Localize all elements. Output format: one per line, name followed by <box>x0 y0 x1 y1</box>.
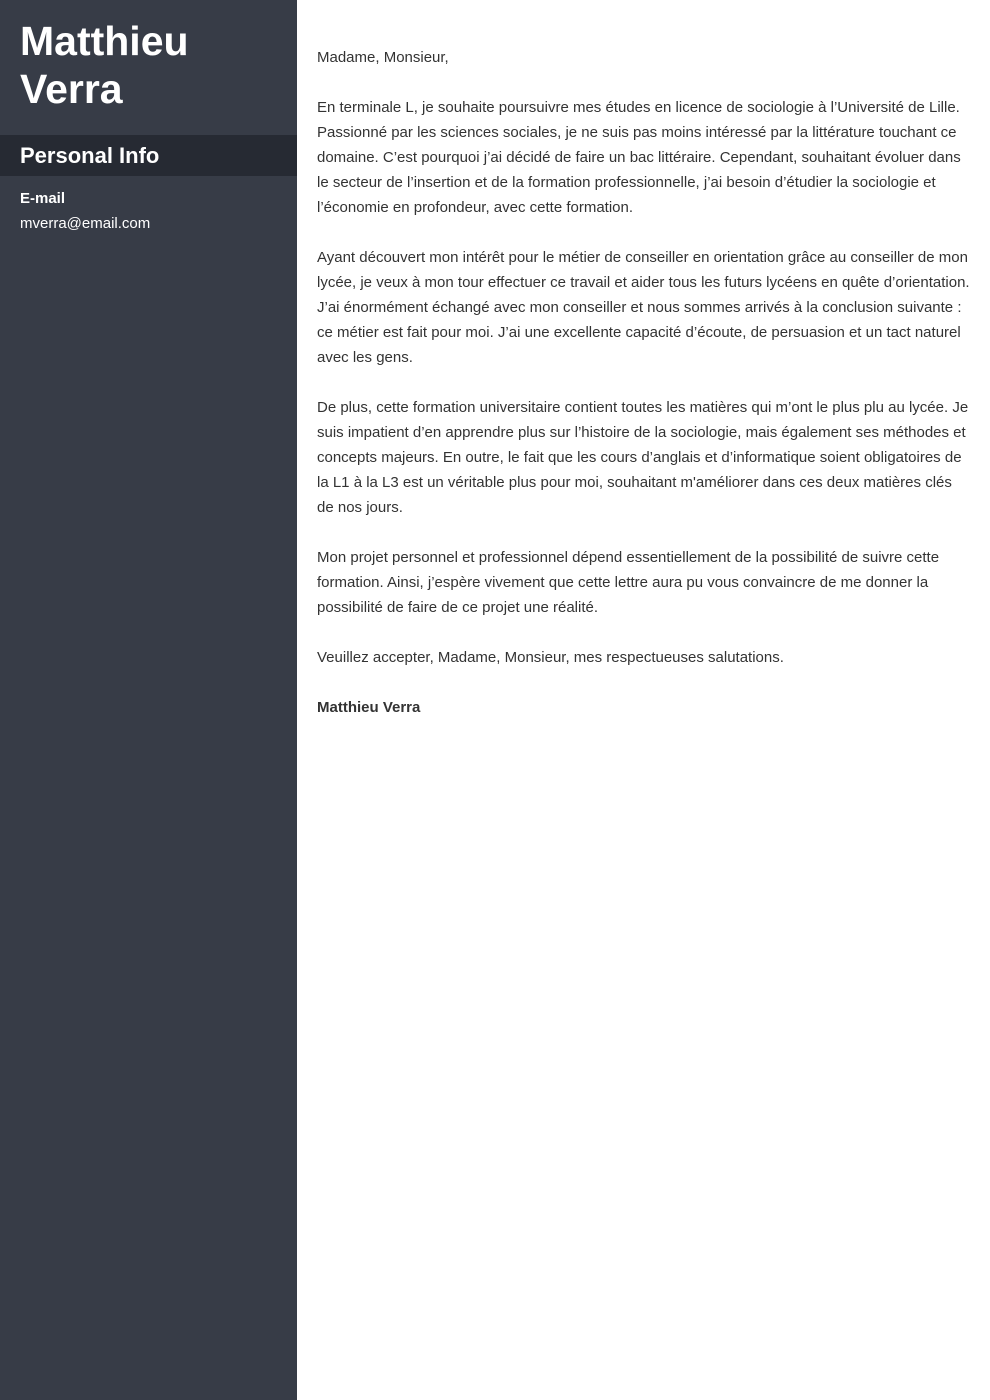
letter-greeting: Madame, Monsieur, <box>317 49 449 66</box>
letter-paragraph: Mon projet personnel et professionnel dépend essentiellement de la possibilité de suivre cette formation. Ainsi, j’espère vivement que cette lettre aura pu vous convaincre de me donner la possibilité de faire de ce projet une réalité. <box>317 549 940 616</box>
letter-paragraph: En terminale L, je souhaite poursuivre mes études en licence de sociologie à l’Université de Lille. Passionné par les sciences sociales, je ne suis pas moins intéressé par la littérature touchant ce domaine. C’est pourquoi j’ai décidé de faire un bac littéraire. Cependant, souhaitant évoluer dans le secteur de l’insertion et de la formation professionnelle, j’ai besoin d’étudier la sociologie et l’économie en profondeur, avec cette formation. <box>317 99 961 216</box>
email-label: E-mail <box>20 190 66 207</box>
letter-signature: Matthieu Verra <box>317 699 421 716</box>
letter-paragraph: De plus, cette formation universitaire contient toutes les matières qui m’ont le plus plu au lycée. Je suis impatient d’en apprendre plus sur l’histoire de la sociologie, mais également ses méthodes et concepts majeurs. En outre, le fait que les cours d’anglais et d’informatique soient obligatoires de la L1 à la L3 est un véritable plus pour moi, souhaitant m'améliorer dans ces deux matières clés de nos jours. <box>317 399 969 516</box>
letter-paragraph: Ayant découvert mon intérêt pour le métier de conseiller en orientation grâce au conseiller de mon lycée, je veux à mon tour effectuer ce travail et aider tous les futurs lycéens en quête d’orientation. J’ai énormément échangé avec mon conseiller et nous sommes arrivés à la conclusion suivante : ce métier est fait pour moi. J’ai une excellente capacité d’écoute, de persuasion et un tact naturel avec les gens. <box>317 249 970 366</box>
letter-body <box>317 45 972 745</box>
sidebar <box>0 0 297 1400</box>
letter-closing: Veuillez accepter, Madame, Monsieur, mes respectueuses salutations. <box>317 649 784 666</box>
name-first: Matthieu <box>20 18 189 64</box>
applicant-name <box>0 0 297 113</box>
name-last: Verra <box>20 66 123 112</box>
email-value: mverra@email.com <box>20 215 151 232</box>
section-header-personal-info: Personal Info <box>0 135 297 176</box>
